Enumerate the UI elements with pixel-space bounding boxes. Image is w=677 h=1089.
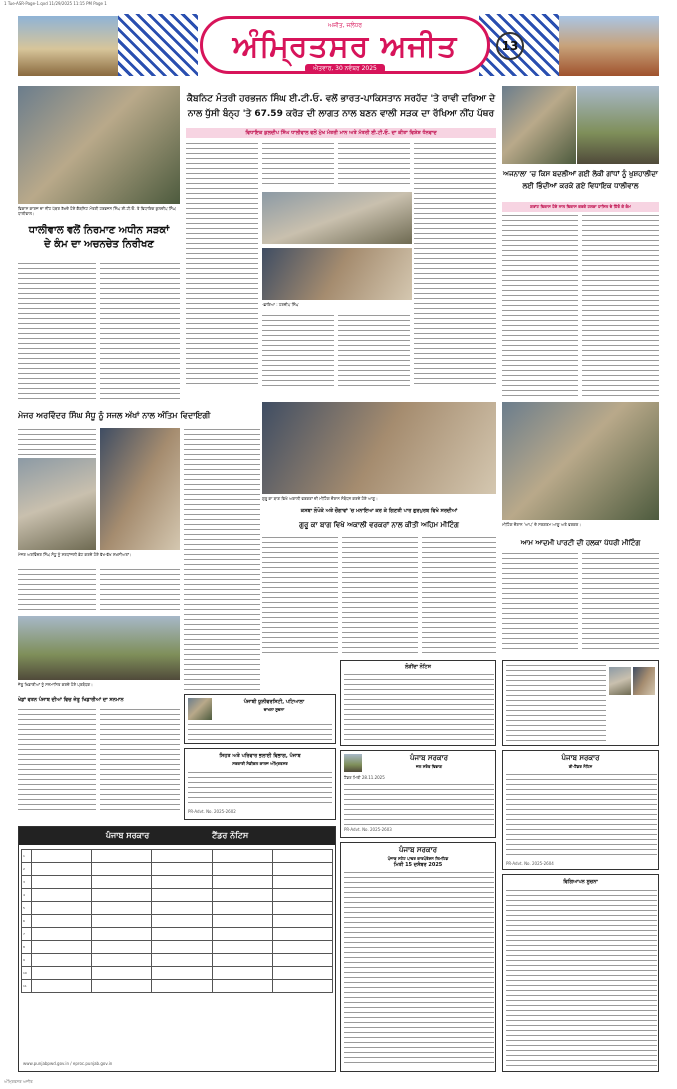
notice-right-sub: ਈ-ਟੈਂਡਰ ਨੋਟਿਸ [568,764,593,769]
right-top-headline-2: ਲਈ ਭਿੰਦੀਆਂ ਕਰਕੇ ਗਏ ਵਿਧਾਇਕ ਧਾਲੀਵਾਲ [522,182,639,190]
dhaliwal-headline-1: ਧਾਲੀਵਾਲ ਵਲੋਂ ਨਿਰਮਾਣ ਅਧੀਨ ਸੜਕਾਂ [28,225,170,236]
table-row [22,928,333,941]
ad-text [506,664,606,742]
tender-band [19,827,335,845]
tender-cell [152,863,212,876]
tender-cell [272,876,332,889]
person-photo [609,667,631,695]
tender-title: ਟੈਂਡਰ ਨੋਟਿਸ [212,831,249,840]
tender-cell [32,915,92,928]
table-row [22,915,333,928]
right-top-headline [502,168,659,200]
tender-cell [92,915,152,928]
article-text [262,142,334,188]
reg-mid: PR-Advt. No. 2025-2603 [344,827,392,832]
lead-headline [186,92,496,124]
tender-cell [272,863,332,876]
article-text [100,708,180,814]
tender-cell [212,850,272,863]
reg-right: PR-Advt. No. 2025-2604 [506,861,554,866]
article-text [18,568,96,614]
article-text [338,142,410,188]
pu-sub: ਦਾਖਲਾ ਸੂਚਨਾ [263,707,285,712]
table-row [22,954,333,967]
guru-headline-2: ਗੁਰੂ ਕਾ ਬਾਗ ਵਿਖੇ ਅਕਾਲੀ ਵਰਕਰਾਂ ਨਾਲ ਕੀਤੀ ਅਹਿਮ ਮੀਟਿੰਗ [299,521,459,529]
page-number: 13 [496,32,524,60]
article-text [502,552,578,652]
article-text [502,214,578,400]
lead-subhead: ਵਿਧਾਇਕ ਕੁਲਦੀਪ ਸਿੰਘ ਧਾਲੀਵਾਲ ਵਲੋਂ ਮੁੱਖ ਮੰਤਰੀ ਮਾਨ ਅਤੇ ਮੰਤਰੀ ਈ.ਟੀ.ਓ. ਦਾ ਕੀਤਾ ਵਿਸ਼ੇਸ਼ ਧੰਨਵਾਦ [186,128,496,138]
school-title: ਸਿਹਤ ਅਤੇ ਪਰਿਵਾਰ ਭਲਾਈ ਵਿਭਾਗ, ਪੰਜਾਬ [219,753,301,759]
table-row [22,967,333,980]
tender-cell [32,980,92,993]
tender-cell [272,889,332,902]
lead-credit: -ਛਾਇਆ : ਹਰਦੀਪ ਸਿੰਘ [262,302,299,307]
tender-cell [92,928,152,941]
article-text [414,142,496,388]
article-text [186,142,258,388]
clock-tower-photo [559,16,659,76]
tender-cell [32,967,92,980]
footer-strip: ਅੰਮ੍ਰਿਤਸਰ ਅਜੀਤ [4,1079,33,1084]
lead-photo-caption: ਵਿਕਾਸ ਕਾਰਜ ਦਾ ਨੀਂਹ ਪੱਥਰ ਰੱਖਦੇ ਹੋਏ ਕੈਬਨਿਟ ਮੰਤਰੀ ਹਰਭਜਨ ਸਿੰਘ ਈ.ਟੀ.ਓ. ਤੇ ਵਿਧਾਇਕ ਕੁਲਦੀਪ ਸਿੰਘ ਧਾਲੀਵਾਲ। [18,206,176,216]
notice-bottom [340,842,496,1072]
lead-headline-2: ਨਾਲ ਧੁੱਸੀ ਬੰਨ੍ਹ 'ਤੇ 67.59 ਕਰੋੜ ਦੀ ਲਾਗਤ ਨਾਲ ਬਣਨ ਵਾਲੀ ਸੜਕ ਦਾ ਰੱਖਿਆ ਨੀਂਹ ਪੱਥਰ [187,109,495,119]
article-text [18,708,96,814]
article-text [100,262,180,402]
tender-cell [32,954,92,967]
tender-footer: www.punjabpwd.gov.in / eproc.punjab.gov.in [23,1061,113,1066]
article-text [18,262,96,402]
govt-logo [344,754,362,772]
tender-cell [152,941,212,954]
notice-mid-sub: ਜਲ ਸਰੋਤ ਵਿਭਾਗ [416,764,442,769]
tender-sr-no: 5 [22,902,32,915]
tender-cell [212,928,272,941]
tender-cell [212,876,272,889]
tender-cell [212,954,272,967]
tender-cell [92,967,152,980]
tender-cell [152,915,212,928]
notice-bot-sub: ਪੰਜਾਬ ਸਟੇਟ ਪਾਵਰ ਕਾਰਪੋਰੇਸ਼ਨ ਲਿਮਟਿਡ [387,856,449,861]
article-text [100,568,180,614]
article-text [422,536,496,656]
table-row [22,941,333,954]
person-photo [633,667,655,695]
tender-cell [152,980,212,993]
right-top-subhead: ਗਰਾਂਟ ਵਿਕਾਸ ਹੋਏ ਨਾਲ ਵਿਕਾਸ ਕਰਕੇ ਹਲਕਾ ਹਾਸਿਲ ਦੇ ਹਿੱਤੋ ਕੇ ਕੰਮ [502,202,659,212]
tender-cell [32,902,92,915]
notice-right-title: ਪੰਜਾਬ ਸਰਕਾਰ [561,754,600,762]
notice-right-photo [502,660,659,746]
tender-cell [92,980,152,993]
notice-mid [340,750,496,838]
tender-notice [18,826,336,1072]
tender-cell [272,954,332,967]
article-text [582,552,659,652]
sports-photo [18,616,180,680]
tender-cell [92,954,152,967]
tribute-headline: ਮੇਜਰ ਅਰਵਿੰਦਰ ਸਿੰਘ ਸੰਧੂ ਨੂੰ ਸਜਲ ਅੱਖਾਂ ਨਾਲ ਅੰਤਿਮ ਵਿਦਾਇਗੀ [18,411,211,420]
notice-right [502,750,659,870]
table-row [22,863,333,876]
pu-ad [184,694,336,744]
decorative-pattern [118,14,198,76]
tender-cell [92,863,152,876]
right-top-headline-1: ਅਜਨਾਲਾ 'ਚ ਕਿਸ ਬਦਲੀਆਂ ਗਈ ਲੋਕੀ ਗਾਂਧਾਂ ਨੂੰ ਖੁਸ਼ਹਾਲੀਦਾ [503,170,658,178]
ad-text [506,773,657,859]
print-strip: 1 Tue-ASR-Page-1.qxd 11/29/2025 11:15 PM Page 1 [4,1,107,6]
sports-headline: ਖੇਡਾਂ ਵਤਨ ਪੰਜਾਬ ਦੀਆਂ ਵਿਚ ਜੇਤੂ ਖਿਡਾਰੀਆਂ ਦਾ ਸਨਮਾਨ [18,697,124,703]
tender-cell [32,889,92,902]
ad-text [344,871,494,1067]
tender-cell [92,876,152,889]
notice-right-2 [502,874,659,1072]
tender-sr-no: 2 [22,863,32,876]
ad-text [188,771,332,807]
tender-cell [272,928,332,941]
sports-caption: ਜੇਤੂ ਖਿਡਾਰੀਆਂ ਨੂੰ ਸਨਮਾਨਿਤ ਕਰਦੇ ਹੋਏ ਪ੍ਰਬੰਧਕ। [18,682,93,687]
tender-cell [92,850,152,863]
notice-top [340,660,496,746]
tender-cell [92,902,152,915]
tender-cell [92,889,152,902]
notice-top-title: ਲੋੜੀਂਦਾ ਨੋਟਿਸ [405,664,431,670]
masthead-date: ਐਤਵਾਰ, 30 ਨਵੰਬਰ 2025 [305,64,385,73]
school-ad [184,748,336,820]
lead-photo-3 [262,248,412,300]
aap-headline: ਆਮ ਆਦਮੀ ਪਾਰਟੀ ਦੀ ਹਲਕਾ ਪੱਧਰੀ ਮੀਟਿੰਗ [520,539,641,547]
tender-cell [212,980,272,993]
article-text [262,536,338,656]
article-text [582,214,659,400]
tender-cell [152,850,212,863]
golden-temple-photo [18,16,118,76]
tender-cell [152,876,212,889]
tribute-photo-2 [100,428,180,550]
notice-bot-date: ਮਿਤੀ 15 ਦਸੰਬਰ 2025 [393,862,443,868]
masthead-subtitle: ਅਜੀਤ, ਜਲੰਧਰ [327,22,362,29]
table-row [22,980,333,993]
tender-cell [32,928,92,941]
tender-cell [272,915,332,928]
tender-sr-no: 4 [22,889,32,902]
school-sub: ਸਰਕਾਰੀ ਮੈਡੀਕਲ ਕਾਲਜ ਅੰਮ੍ਰਿਤਸਰ [232,761,288,766]
tender-punjab-sarkar: ਪੰਜਾਬ ਸਰਕਾਰ [105,831,150,840]
article-text [338,314,410,388]
tender-cell [92,941,152,954]
article-text [262,314,334,388]
masthead-title: ਅੰਮ੍ਰਿਤਸਰ ਅਜੀਤ [232,29,458,64]
table-row [22,889,333,902]
article-text [342,536,418,656]
tender-cell [272,941,332,954]
pu-logo [188,698,212,720]
tender-sr-no: 1 [22,850,32,863]
tender-cell [32,863,92,876]
tender-cell [272,902,332,915]
tender-sr-no: 6 [22,915,32,928]
table-row [22,902,333,915]
notice-right2-title: ਵਿਗਿਆਪਨ ਸੂਚਨਾ [563,879,598,885]
article-text [18,428,96,456]
lead-photo-2 [262,192,412,244]
reg-left: PR-Advt. No. 2025-2602 [188,809,236,814]
notice-mid-title: ਪੰਜਾਬ ਸਰਕਾਰ [409,754,448,762]
right-top-photo-2 [502,86,577,164]
lead-headline-1: ਕੈਬਨਿਟ ਮੰਤਰੀ ਹਰਭਜਨ ਸਿੰਘ ਈ.ਟੀ.ਓ. ਵਲੋਂ ਭਾਰਤ-ਪਾਕਿਸਤਾਨ ਸਰਹੱਦ 'ਤੇ ਰਾਵੀ ਦਰਿਆ ਦੇ [186,94,496,104]
tribute-photo [18,458,96,550]
tender-sr-no: 8 [22,941,32,954]
tender-cell [32,876,92,889]
aap-photo [502,402,659,520]
ad-text [344,673,494,743]
tender-sr-no: 10 [22,967,32,980]
tender-cell [212,863,272,876]
tender-cell [272,980,332,993]
tender-sr-no: 9 [22,954,32,967]
article-text [184,428,260,690]
tender-cell [152,954,212,967]
table-row [22,876,333,889]
tender-cell [212,915,272,928]
tender-sr-no: 3 [22,876,32,889]
guru-caption: ਗੁਰੂ ਕਾ ਬਾਗ ਵਿਖੇ ਅਕਾਲੀ ਵਰਕਰਾਂ ਦੀ ਮੀਟਿੰਗ ਦੌਰਾਨ ਸੰਬੋਧਨ ਕਰਦੇ ਹੋਏ ਆਗੂ। [262,496,378,501]
ad-text [344,783,494,825]
title-box [200,16,490,74]
notice-mid-date: ਟੈਂਡਰ ਮਿਤੀ 28.11.2025 [344,775,385,780]
tribute-caption: ਮੇਜਰ ਅਰਵਿੰਦਰ ਸਿੰਘ ਸੰਧੂ ਨੂੰ ਸ਼ਰਧਾਂਜਲੀ ਭੇਟ ਕਰਦੇ ਹੋਏ ਵੱਖ-ਵੱਖ ਸ਼ਖ਼ਸੀਅਤਾਂ। [18,552,132,557]
tender-cell [272,850,332,863]
guru-photo [262,402,496,494]
tender-sr-no: 11 [22,980,32,993]
tender-cell [212,902,272,915]
tender-cell [152,928,212,941]
tender-cell [152,967,212,980]
tender-cell [152,902,212,915]
notice-bot-title: ਪੰਜਾਬ ਸਰਕਾਰ [398,846,437,854]
dhaliwal-headline [18,224,180,258]
pu-title: ਪੰਜਾਬੀ ਯੂਨੀਵਰਸਿਟੀ, ਪਟਿਆਲਾ [243,699,305,705]
ad-text [188,723,332,741]
masthead [18,10,659,80]
tender-cell [212,889,272,902]
aap-caption: ਮੀਟਿੰਗ ਦੌਰਾਨ 'ਆਪ' ਦੇ ਸਰਗਰਮ ਆਗੂ ਅਤੇ ਵਰਕਰ। [502,522,581,527]
ad-text [506,889,657,1067]
lead-photo [18,86,180,204]
tender-cell [212,967,272,980]
tender-cell [212,941,272,954]
guru-headline-1: ਕਸਬਾ ਲੋਪੋਕੇ ਅਤੇ ਚੌਗਾਵਾਂ 'ਚ ਮਨਾਇਆ ਕਰ ਕੇ ਗਿਣਤੀ ਪਾਰ ਗੁਰਪੁਰਬ ਵਿਖੇ ਸਰਦੀਆਂ [300,508,458,514]
tender-sr-no: 7 [22,928,32,941]
tender-table [21,849,333,993]
tender-cell [272,967,332,980]
table-row [22,850,333,863]
tender-cell [32,941,92,954]
dhaliwal-headline-2: ਦੇ ਕੰਮ ਦਾ ਅਚਨਚੇਤ ਨਿਰੀਖਣ [44,239,154,250]
tender-cell [152,889,212,902]
tender-cell [32,850,92,863]
